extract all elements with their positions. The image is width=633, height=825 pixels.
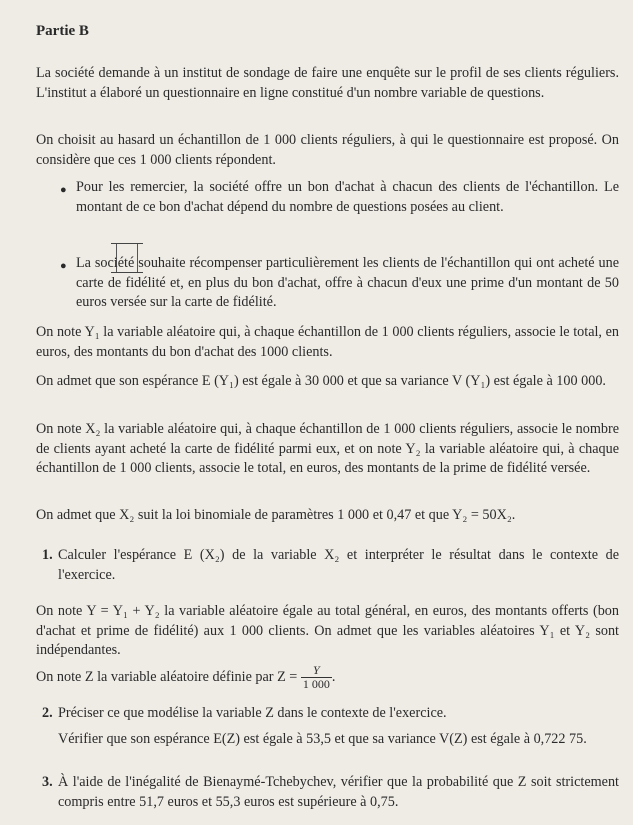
fraction-denominator: 1 000 [302,677,330,691]
question-2-number: 2. [42,705,53,721]
bullet-icon: ● [60,184,67,196]
bullet-icon: ● [60,260,67,272]
question-2a: Préciser ce que modélise la variable Z dans le contexte de l'exercice. [58,705,447,721]
bullet-item-loyalty: La société souhaite récompenser particulièrement les clients de l'échantillon qui ont acheté une carte de fidélité et, en plus du bon d'achat, offre à chacun d'eux une prime d'un montant de 50 euros versée sur la carte de fidélité. [76,255,619,311]
z-definition-end: . [331,668,336,685]
sample-paragraph: On choisit au hasard un échantillon de 1 000 clients réguliers, à qui le questionnaire est proposé. On considère que ces 1 000 clients répondent. [36,132,619,168]
question-2b: Vérifier que son espérance E(Z) est égale à 53,5 et que sa variance V(Z) est égale à 0,722 75. [58,731,587,747]
intro-paragraph: La société demande à un institut de sondage de faire une enquête sur le profil de ses clients réguliers. L'institut a élaboré un questionnaire en ligne constitué d'un nombre variable de questions. [36,65,619,101]
z-definition [36,664,619,691]
z-fraction [301,664,332,691]
y1-moments: On admet que son espérance E (Y₁) est égale à 30 000 et que sa variance V (Y₁) est égale à 100 000. [36,373,606,389]
fraction-numerator: Y [301,664,332,678]
question-3-number: 3. [42,774,53,790]
y1-definition: On note Y₁ la variable aléatoire qui, à chaque échantillon de 1 000 clients réguliers, associe le total, en euros, des montants du bon d'achat des 1000 clients. [36,324,619,360]
x2-y2-definition: On note X₂ la variable aléatoire qui, à chaque échantillon de 1 000 clients réguliers, associe le nombre de clients ayant acheté la carte de fidélité parmi eux, et on note Y₂ la variable aléatoire qui, à chaque échantillon de 1 000 clients, associe le total, en euros, des montants de la prime de fidélité versée. [36,421,619,477]
y-definition: On note Y = Y₁ + Y₂ la variable aléatoire égale au total général, en euros, des montants offerts (bon d'achat et prime de fidélité) aux 1 000 clients. On admet que les variables aléatoires Y₁ et Y₂ sont indépendantes. [36,603,619,659]
question-1: Calculer l'espérance E (X₂) de la variable X₂ et interpréter le résultat dans le contexte de l'exercice. [58,547,619,583]
section-title: Partie B [36,23,89,39]
x2-binomial: On admet que X₂ suit la loi binomiale de paramètres 1 000 et 0,47 et que Y₂ = 50X₂. [36,507,516,523]
z-definition-text: On note Z la variable aléatoire définie par Z = [36,668,298,685]
question-1-number: 1. [42,547,53,563]
bullet-item-voucher: Pour les remercier, la société offre un bon d'achat à chacun des clients de l'échantillon. Le montant de ce bon d'achat dépend du nombre de questions posées au client. [76,179,619,215]
question-3: À l'aide de l'inégalité de Bienaymé-Tchebychev, vérifier que la probabilité que Z soit strictement compris entre 51,7 euros et 55,3 euros est supérieure à 0,75. [58,774,619,810]
